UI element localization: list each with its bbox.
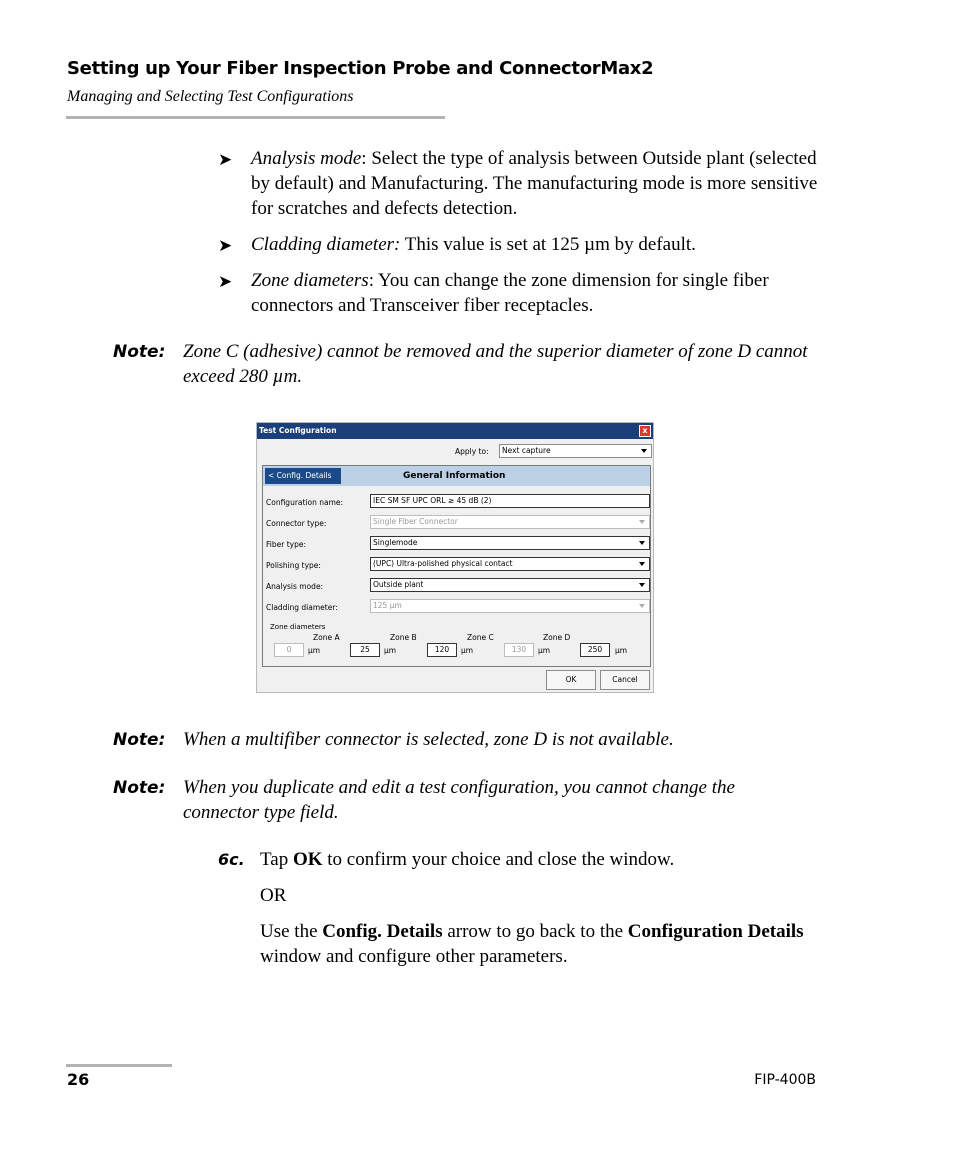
general-information-panel — [262, 465, 651, 667]
chapter-title: Setting up Your Fiber Inspection Probe and ConnectorMax2 — [67, 58, 654, 79]
ok-button[interactable]: OK — [546, 670, 596, 690]
step-text: to confirm your choice and close the window. — [322, 849, 675, 870]
zone-b-label: Zone B — [390, 633, 417, 642]
test-configuration-dialog — [256, 422, 654, 693]
zone-d-label: Zone D — [543, 633, 571, 642]
note-text: When you duplicate and edit a test configuration, you cannot change the connector type field. — [183, 777, 735, 823]
chevron-down-icon — [639, 583, 645, 587]
chevron-down-icon — [639, 604, 645, 608]
step-line-2 — [260, 919, 820, 969]
bullet-zone-diameters — [251, 268, 811, 318]
zone-b-unit: µm — [384, 646, 397, 655]
fiber-type-select[interactable] — [370, 536, 650, 550]
connector-type-select — [370, 515, 650, 529]
bullet-term: Analysis mode — [251, 148, 362, 169]
bullet-term: Cladding diameter: — [251, 234, 401, 255]
zone-a-label: Zone A — [313, 633, 340, 642]
zone-d-unit: µm — [538, 646, 551, 655]
step-text: window and configure other parameters. — [260, 946, 568, 967]
apply-to-label: Apply to: — [455, 447, 489, 456]
connector-type-label: Connector type: — [266, 519, 327, 528]
zone-max-unit: µm — [615, 646, 628, 655]
config-details-back-button[interactable]: < Config. Details — [265, 468, 341, 484]
bullet-term: Zone diameters — [251, 270, 369, 291]
bullet-text: : Select the type of analysis between Outside plant (selected by default) and Manufacturing. The manufacturing mode is more sensitive for scratches and defects detection. — [251, 148, 818, 219]
bullet-arrow-icon: ➤ — [218, 272, 233, 292]
step-or: OR — [260, 885, 287, 906]
cladding-diameter-select — [370, 599, 650, 613]
polishing-type-label: Polishing type: — [266, 561, 321, 570]
bullet-text: This value is set at 125 µm by default. — [400, 234, 696, 255]
page-number: 26 — [67, 1070, 90, 1089]
bullet-analysis-mode — [251, 146, 826, 221]
note-text: Zone C (adhesive) cannot be removed and the superior diameter of zone D cannot exceed 280 µm. — [183, 341, 808, 387]
polishing-type-value: (UPC) Ultra-polished physical contact — [373, 559, 513, 568]
step-bold: OK — [292, 849, 323, 870]
polishing-type-select[interactable] — [370, 557, 650, 571]
note-text: When a multifiber connector is selected, zone D is not available. — [183, 729, 674, 750]
zone-a-input: 0 — [274, 643, 304, 657]
product-name: FIP-400B — [754, 1072, 816, 1088]
zone-b-input[interactable]: 25 — [350, 643, 380, 657]
chevron-down-icon — [639, 520, 645, 524]
connector-type-value: Single Fiber Connector — [373, 517, 458, 526]
note-label: Note: — [113, 342, 166, 362]
section-title: Managing and Selecting Test Configurations — [67, 88, 354, 105]
zone-a-unit: µm — [308, 646, 321, 655]
bullet-arrow-icon: ➤ — [218, 150, 233, 170]
bullet-text: : You can change the zone dimension for single fiber connectors and Transceiver fiber receptacles. — [251, 270, 769, 316]
header-rule — [66, 116, 445, 119]
footer-rule — [66, 1064, 172, 1067]
config-name-label: Configuration name: — [266, 498, 344, 507]
note-label: Note: — [113, 730, 166, 750]
step-text: Use the — [260, 921, 323, 942]
close-icon[interactable]: x — [639, 425, 651, 437]
analysis-mode-value: Outside plant — [373, 580, 424, 589]
panel-header — [263, 466, 650, 486]
analysis-mode-label: Analysis mode: — [266, 582, 324, 591]
bullet-cladding-diameter — [251, 232, 826, 257]
panel-title: General Information — [403, 471, 506, 481]
apply-to-select[interactable] — [499, 444, 652, 458]
fiber-type-label: Fiber type: — [266, 540, 306, 549]
zone-d-input: 130 — [504, 643, 534, 657]
fiber-type-value: Singlemode — [373, 538, 418, 547]
step-number: 6c. — [218, 850, 245, 869]
chevron-down-icon — [641, 449, 647, 453]
note-label: Note: — [113, 778, 166, 798]
bullet-arrow-icon: ➤ — [218, 236, 233, 256]
zone-c-unit: µm — [461, 646, 474, 655]
cladding-diameter-value: 125 µm — [373, 601, 402, 610]
zone-diameters-heading: Zone diameters — [270, 623, 326, 631]
step-bold: Configuration Details — [627, 921, 804, 942]
zone-c-label: Zone C — [467, 633, 494, 642]
apply-to-value: Next capture — [502, 446, 551, 455]
zone-c-input[interactable]: 120 — [427, 643, 457, 657]
step-bold: Config. Details — [322, 921, 443, 942]
cladding-diameter-label: Cladding diameter: — [266, 603, 338, 612]
analysis-mode-select[interactable] — [370, 578, 650, 592]
step-text: Tap — [260, 849, 293, 870]
config-name-input[interactable]: IEC SM SF UPC ORL ≥ 45 dB (2) — [370, 494, 650, 508]
step-line-1 — [260, 847, 820, 872]
cancel-button[interactable]: Cancel — [600, 670, 650, 690]
zone-max-input[interactable]: 250 — [580, 643, 610, 657]
dialog-title: Test Configuration — [257, 423, 653, 439]
chevron-down-icon — [639, 541, 645, 545]
step-text: arrow to go back to the — [442, 921, 628, 942]
chevron-down-icon — [639, 562, 645, 566]
